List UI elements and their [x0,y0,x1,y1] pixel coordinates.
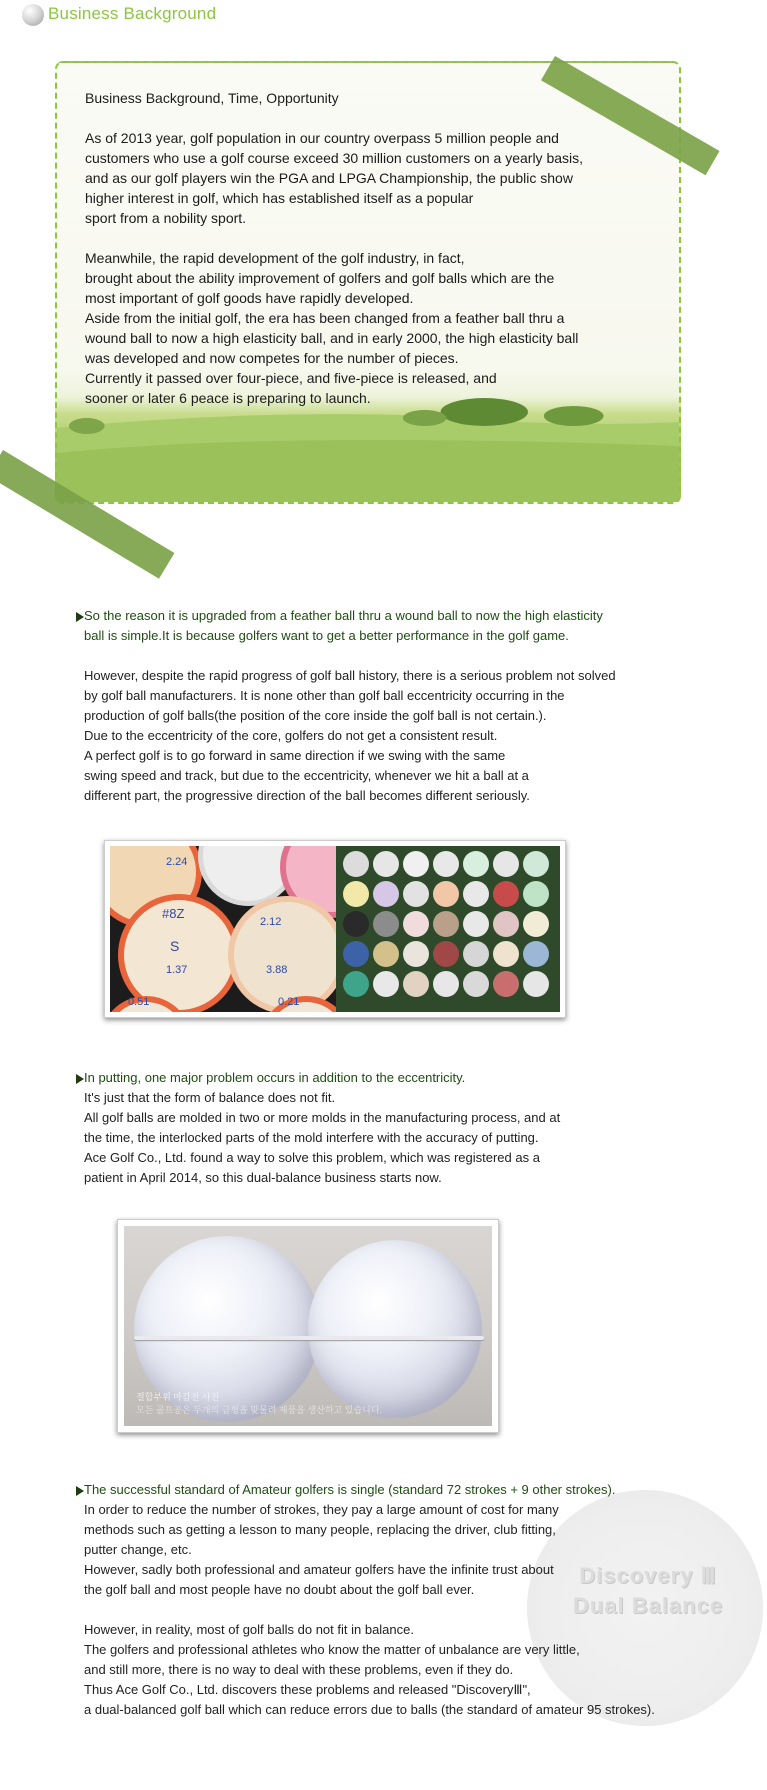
section-lead: ball is simple.It is because golfers want to get a better performance in the golf game. [84,628,569,643]
golf-ball-cores-photo [104,840,566,1018]
photo-caption: 모든 골프공은 두개의 금형을 맞물려 제품을 생산하고 있습니다. [136,1405,383,1415]
section-line: It's just that the form of balance does not fit. [84,1090,336,1105]
section-line: A perfect golf is to go forward in same direction if we swing with the same [84,748,506,763]
background-line: Aside from the initial golf, the era has been changed from a feather ball thru a [85,310,565,326]
core-label: S [170,938,180,954]
core-closeup-photo [110,846,336,1012]
background-line: wound ball to now a high elasticity ball, and in early 2000, the high elasticity ball [85,330,579,346]
golf-ball-right [308,1240,482,1418]
background-line: most important of golf goods have rapidly developed. [85,290,414,306]
core-label: 0.21 [278,996,300,1008]
section-line: methods such as getting a lesson to many people, replacing the driver, club fitting, [84,1522,556,1537]
section-line: the golf ball and most people have no doubt about the golf ball ever. [84,1582,475,1597]
section-line: and still more, there is no way to deal with these problems, even if they do. [84,1662,514,1677]
background-line: was developed and now competes for the number of pieces. [85,350,459,366]
section-line: However, sadly both professional and amateur golfers have the infinite trust about [84,1562,554,1577]
photo-caption: 절합부위 마감전 사진 [136,1392,220,1402]
section-lead: So the reason it is upgraded from a feather ball thru a wound ball to now the high elasticity [84,608,603,623]
watermark-line1: Discovery Ⅲ [579,1563,717,1588]
section-line: However, in reality, most of golf balls do not fit in balance. [84,1622,414,1637]
background-line: higher interest in golf, which has established itself as a popular [85,190,474,206]
background-line: Meanwhile, the rapid development of the golf industry, in fact, [85,250,465,266]
golf-balls-photo [124,1226,492,1426]
golf-field-illustration [57,398,679,504]
core-label: 2.24 [166,856,188,868]
section-line: The golfers and professional athletes who know the matter of unbalance are very little, [84,1642,580,1657]
section-lead: In putting, one major problem occurs in addition to the eccentricity. [84,1070,466,1085]
section-line: All golf balls are molded in two or more molds in the manufacturing process, and at [84,1110,561,1125]
core-label: 1.37 [166,964,188,976]
core-label: 0.51 [128,996,150,1008]
background-box [55,61,681,504]
core-label: 2.12 [260,916,282,928]
page-title: Business Background [48,4,217,23]
background-line: sooner or later 6 peace is preparing to launch. [85,390,371,406]
section-putting [84,1068,724,1188]
section-line: production of golf balls(the position of the core inside the golf ball is not certain.). [84,708,547,723]
core-label: #8Z [162,906,185,921]
section-line: different part, the progressive direction of the ball becomes different seriously. [84,788,530,803]
core-label: 3.88 [266,964,288,976]
arrow-bullet-icon [76,1074,84,1084]
section-eccentricity [84,606,724,806]
section-line: In order to reduce the number of strokes, they pay a large amount of cost for many [84,1502,559,1517]
section-line: However, despite the rapid progress of golf ball history, there is a serious problem not solved [84,668,616,683]
background-line: sport from a nobility sport. [85,210,247,226]
background-heading: Business Background, Time, Opportunity [85,90,339,106]
background-line: As of 2013 year, golf population in our country overpass 5 million people and [85,130,559,146]
background-line: Currently it passed over four-piece, and five-piece is released, and [85,370,497,386]
header-bullet-icon [22,4,44,26]
background-line: and as our golf players win the PGA and LPGA Championship, the public show [85,170,573,186]
golf-balls-seam-photo [117,1219,499,1433]
section-line: Due to the eccentricity of the core, golfers do not get a consistent result. [84,728,498,743]
section-line: a dual-balanced golf ball which can reduce errors due to balls (the standard of amateur 95 strokes). [84,1702,655,1717]
arrow-bullet-icon [76,612,84,622]
arrow-bullet-icon [76,1486,84,1496]
section-lead: The successful standard of Amateur golfers is single (standard 72 strokes + 9 other strokes). [84,1482,616,1497]
core-grid-illustration [336,846,560,1012]
section-line: Ace Golf Co., Ltd. found a way to solve this problem, which was registered as a [84,1150,540,1165]
section-line: the time, the interlocked parts of the mold interfere with the accuracy of putting. [84,1130,539,1145]
section-line: swing speed and track, but due to the eccentricity, whenever we hit a ball at a [84,768,529,783]
watermark-line2: Dual Balance [572,1593,724,1618]
core-grid-photo [336,846,560,1012]
section-line: by golf ball manufacturers. It is none other than golf ball eccentricity occurring in the [84,688,565,703]
section-line: putter change, etc. [84,1542,192,1557]
section-line: Thus Ace Golf Co., Ltd. discovers these problems and released "DiscoveryⅢ", [84,1682,531,1697]
background-line: brought about the ability improvement of golfers and golf balls which are the [85,270,555,286]
section-amateur [84,1480,764,1720]
section-line: patient in April 2014, so this dual-balance business starts now. [84,1170,442,1185]
mold-seam-line [134,1336,484,1340]
background-line: customers who use a golf course exceed 30 million customers on a yearly basis, [85,150,584,166]
background-text [85,88,665,408]
